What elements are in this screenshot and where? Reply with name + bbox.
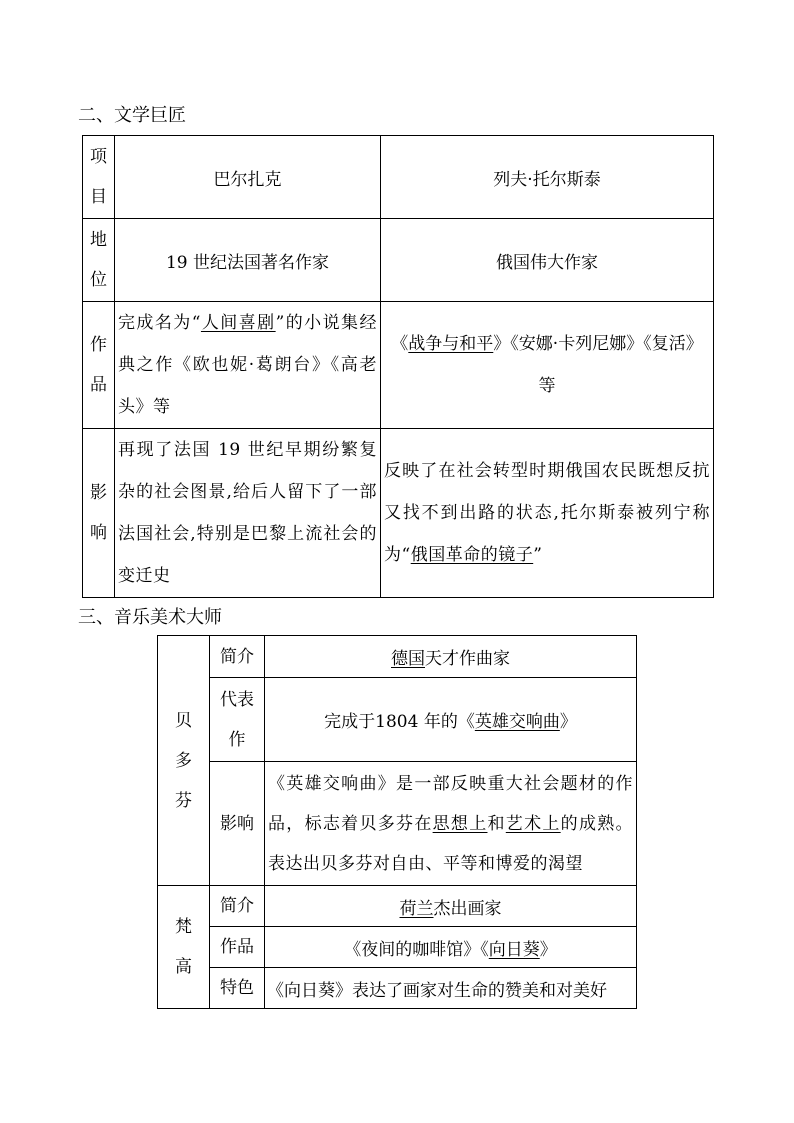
table-row-status — [83, 219, 714, 302]
table-header-row — [83, 136, 714, 219]
beethoven-impact-row — [158, 762, 637, 886]
label-work: 代表作 — [210, 678, 265, 762]
underlined-term: 人间喜剧 — [200, 313, 276, 333]
label-impact: 影响 — [210, 762, 265, 886]
header-balzac: 巴尔扎克 — [115, 136, 381, 219]
vangogh-feature-row — [158, 968, 637, 1009]
balzac-impact: 再现了法国 19 世纪早期纷繁复杂的社会图景,给后人留下了一部法国社会,特别是巴黎上流社会的变迁史 — [115, 429, 381, 598]
balzac-works: 完成名为“人间喜剧”的小说集经典之作《欧也妮·葛朗台》《高老头》等 — [115, 302, 381, 429]
section-title-art: 三、音乐美术大师 — [78, 607, 222, 628]
beethoven-work: 完成于1804 年的《英雄交响曲》 — [265, 678, 637, 762]
label-intro: 简介 — [210, 886, 265, 927]
tolstoy-status: 俄国伟大作家 — [381, 219, 714, 302]
label-intro: 简介 — [210, 636, 265, 678]
row-label-status: 地位 — [83, 219, 115, 302]
underlined-term: 俄国革命的镜子 — [410, 545, 534, 565]
vangogh-work-row — [158, 927, 637, 968]
underlined-term: 战争与和平 — [408, 334, 494, 354]
table-row-impact — [83, 429, 714, 598]
vangogh-feature: 《向日葵》表达了画家对生命的赞美和对美好 — [265, 968, 637, 1009]
beethoven-name-cell: 贝多芬 — [158, 636, 210, 886]
section-title-literature: 二、文学巨匠 — [78, 105, 186, 126]
header-label-cell: 项目 — [83, 136, 115, 219]
vangogh-work: 《夜间的咖啡馆》《向日葵》 — [265, 927, 637, 968]
beethoven-intro-row — [158, 636, 637, 678]
tolstoy-impact: 反映了在社会转型时期俄国农民既想反抗又找不到出路的状态,托尔斯泰被列宁称为“俄国革命的镜子” — [381, 429, 714, 598]
label-work: 作品 — [210, 927, 265, 968]
header-tolstoy: 列夫·托尔斯泰 — [381, 136, 714, 219]
beethoven-intro: 德国天才作曲家 — [265, 636, 637, 678]
vangogh-name-cell: 梵高 — [158, 886, 210, 1009]
table-row-works — [83, 302, 714, 429]
row-label-impact: 影响 — [83, 429, 115, 598]
art-masters-table — [157, 635, 637, 1009]
row-label-works: 作品 — [83, 302, 115, 429]
label-feature: 特色 — [210, 968, 265, 1009]
literature-table — [82, 135, 714, 598]
vangogh-intro-row — [158, 886, 637, 927]
balzac-status: 19 世纪法国著名作家 — [115, 219, 381, 302]
beethoven-work-row — [158, 678, 637, 762]
beethoven-impact: 《英雄交响曲》是一部反映重大社会题材的作品，标志着贝多芬在思想上和艺术上的成熟。表达出贝多芬对自由、平等和博爱的渴望 — [265, 762, 637, 886]
tolstoy-works: 《战争与和平》《安娜·卡列尼娜》《复活》等 — [381, 302, 714, 429]
vangogh-intro: 荷兰杰出画家 — [265, 886, 637, 927]
